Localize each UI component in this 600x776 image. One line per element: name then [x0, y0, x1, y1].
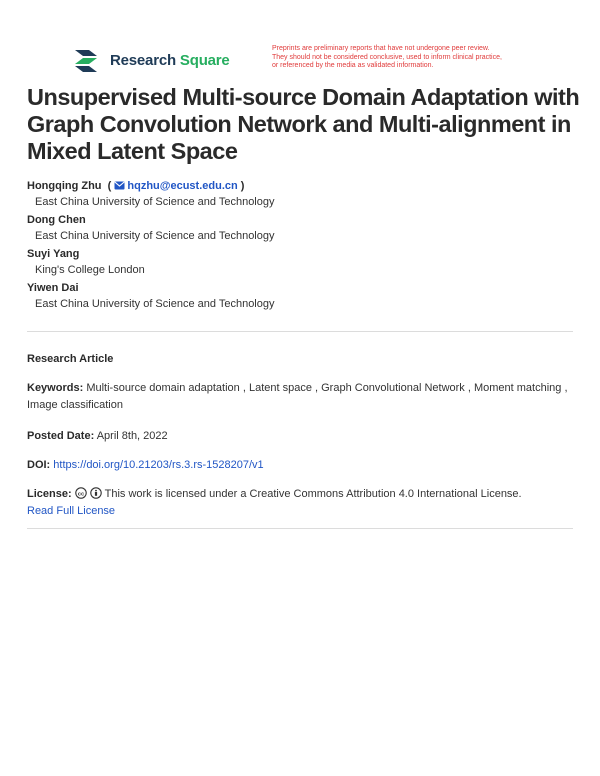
- keywords-label: Keywords:: [27, 382, 84, 394]
- research-square-logo-icon: [75, 48, 103, 72]
- license-text: This work is licensed under a Creative Commons Attribution 4.0 International License.: [104, 488, 522, 500]
- author-name: Suyi Yang: [27, 248, 80, 260]
- logo-wordmark: [110, 53, 230, 68]
- logo-word-research: Research: [110, 51, 176, 69]
- author-list: [27, 178, 567, 314]
- author-entry: [27, 212, 567, 244]
- divider: [27, 528, 573, 529]
- author-affiliation: East China University of Science and Technology: [35, 196, 275, 208]
- disclaimer-line-1: Preprints are preliminary reports that have not undergone peer review.: [272, 45, 490, 52]
- paper-title: Unsupervised Multi-source Domain Adaptation with Graph Convolution Network and Multi-alignment in Mixed Latent Space: [27, 84, 580, 164]
- doi-link[interactable]: https://doi.org/10.21203/rs.3.rs-1528207/v1: [53, 459, 264, 471]
- license-label: License:: [27, 488, 72, 500]
- article-type: [27, 351, 573, 368]
- author-name: Hongqing Zhu ( hqzhu@ecust.edu.cn ): [27, 180, 245, 192]
- posted-date-value: April 8th, 2022: [96, 430, 168, 442]
- keywords-value: Multi-source domain adaptation , Latent space , Graph Convolutional Network , Moment matching , Image classification: [27, 382, 568, 411]
- research-square-logo[interactable]: [75, 47, 230, 73]
- posted-date-section: [27, 428, 573, 445]
- mail-icon: [114, 181, 125, 190]
- svg-text:cc: cc: [77, 491, 84, 498]
- article-type-label: Research Article: [27, 353, 114, 365]
- author-name-text: Hongqing Zhu: [27, 180, 102, 192]
- keywords-section: [27, 380, 573, 414]
- logo-word-square: Square: [179, 51, 230, 69]
- author-entry: [27, 178, 567, 210]
- cc-icon: [75, 487, 87, 499]
- author-entry: [27, 246, 567, 278]
- posted-date-label: Posted Date:: [27, 430, 95, 442]
- doi-label: DOI:: [27, 459, 51, 471]
- author-name: Yiwen Dai: [27, 282, 79, 294]
- author-entry: [27, 280, 567, 312]
- license-section: [27, 486, 573, 520]
- author-affiliation: East China University of Science and Technology: [35, 230, 275, 242]
- author-name: Dong Chen: [27, 214, 86, 226]
- disclaimer-line-3: or referenced by the media as validated information.: [272, 62, 434, 70]
- author-email-link[interactable]: hqzhu@ecust.edu.cn: [127, 180, 238, 192]
- attribution-icon: [90, 487, 102, 499]
- author-affiliation: East China University of Science and Technology: [35, 298, 275, 310]
- author-affiliation: King's College London: [35, 264, 145, 276]
- doi-section: [27, 457, 573, 474]
- read-full-license-link[interactable]: Read Full License: [27, 505, 116, 517]
- disclaimer-line-2: They should not be considered conclusive, used to inform clinical practice,: [272, 53, 502, 61]
- preprint-disclaimer: [272, 45, 572, 71]
- divider: [27, 331, 573, 332]
